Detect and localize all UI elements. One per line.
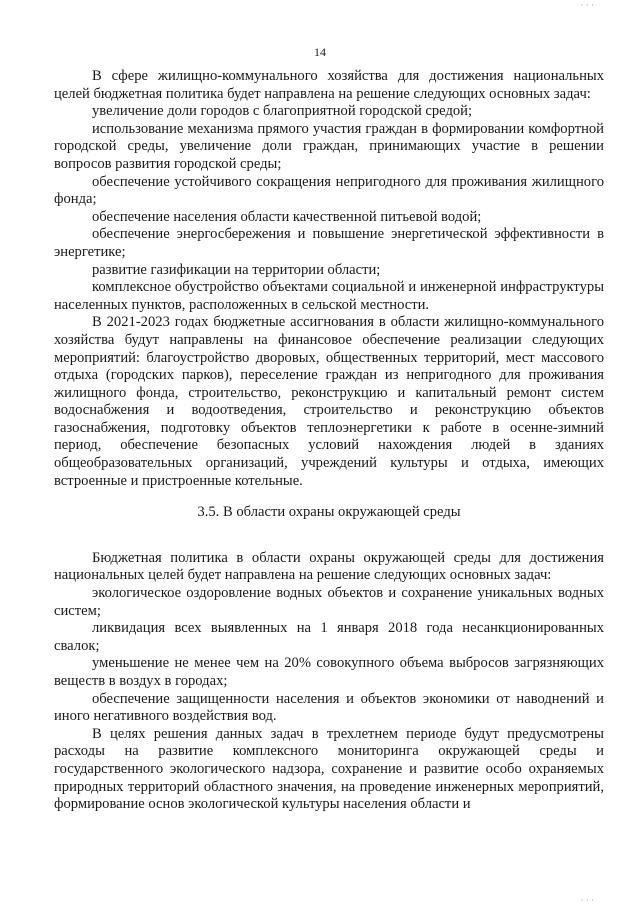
scan-artifact-bottom: · · ·: [580, 895, 594, 905]
section-heading: 3.5. В области охраны окружающей среды: [197, 504, 461, 521]
paragraph: экологическое оздоровление водных объектов и сохранение уникальных водных систем;: [54, 585, 604, 619]
document-body: [54, 68, 604, 814]
paragraph: обеспечение защищенности населения и объектов экономики от наводнений и иного негативного воздействия вод.: [54, 690, 604, 725]
paragraph: обеспечение энергосбережения и повышение энергетической эффективности в энергетике;: [54, 226, 604, 260]
scan-artifact-top: · · ·: [580, 0, 594, 10]
paragraph: использование механизма прямого участия граждан в формировании комфортной городской среды, увеличение доли граждан, принимающих участие в решении вопросов развития городской среды;: [54, 120, 604, 172]
paragraph: обеспечение населения области качественной питьевой водой;: [92, 208, 482, 225]
paragraph: обеспечение устойчивого сокращения непригодного для проживания жилищного фонда;: [54, 173, 604, 208]
section-housing: [54, 68, 604, 490]
paragraph: В 2021-2023 годах бюджетные ассигнования в области жилищно-коммунального хозяйства будут направлены на финансовое обеспечение реализации следующих мероприятий: благоустройство дворовых, общественных территорий, мест массового отдыха (городских парков), переселение граждан из непригодного для проживания жилищного фонда, строительство, реконструкцию и капитальный ремонт систем водоснабжения и водоотведения, строительство и реконструкцию объектов газоснабжения, подготовку объектов теплоэнергетики к работе в осенне-зимний период, обеспечение безопасных условий нахождения людей в зданиях общеобразовательных организаций, учреждений культуры и отдыха, имеющих встроенные и пристроенные котельные.: [54, 314, 604, 489]
paragraph: В сфере жилищно-коммунального хозяйства для достижения национальных целей бюджетная политика будет направлена на решение следующих основных задач:: [54, 68, 604, 102]
paragraph: увеличение доли городов с благоприятной городской средой;: [92, 103, 473, 120]
paragraph: комплексное обустройство объектами социальной и инженерной инфраструктуры населенных пунктов, расположенных в сельской местности.: [54, 279, 604, 313]
paragraph: ликвидация всех выявленных на 1 января 2018 года несанкционированных свалок;: [54, 620, 604, 654]
paragraph: уменьшение не менее чем на 20% совокупного объема выбросов загрязняющих веществ в воздух в городах;: [54, 655, 604, 689]
section-environment: [54, 550, 604, 814]
paragraph: развитие газификации на территории области;: [92, 261, 381, 278]
paragraph: В целях решения данных задач в трехлетнем периоде будут предусмотрены расходы на развитие комплексного мониторинга окружающей среды и государственного экологического надзора, сохранение и развитие особо охраняемых природных территорий областного значения, на проведение инженерных мероприятий, формирование основ экологической культуры населения области и: [54, 725, 604, 813]
paragraph: Бюджетная политика в области охраны окружающей среды для достижения национальных целей будет направлена на решение следующих основных задач:: [54, 549, 604, 584]
page-number: 14: [314, 45, 326, 59]
